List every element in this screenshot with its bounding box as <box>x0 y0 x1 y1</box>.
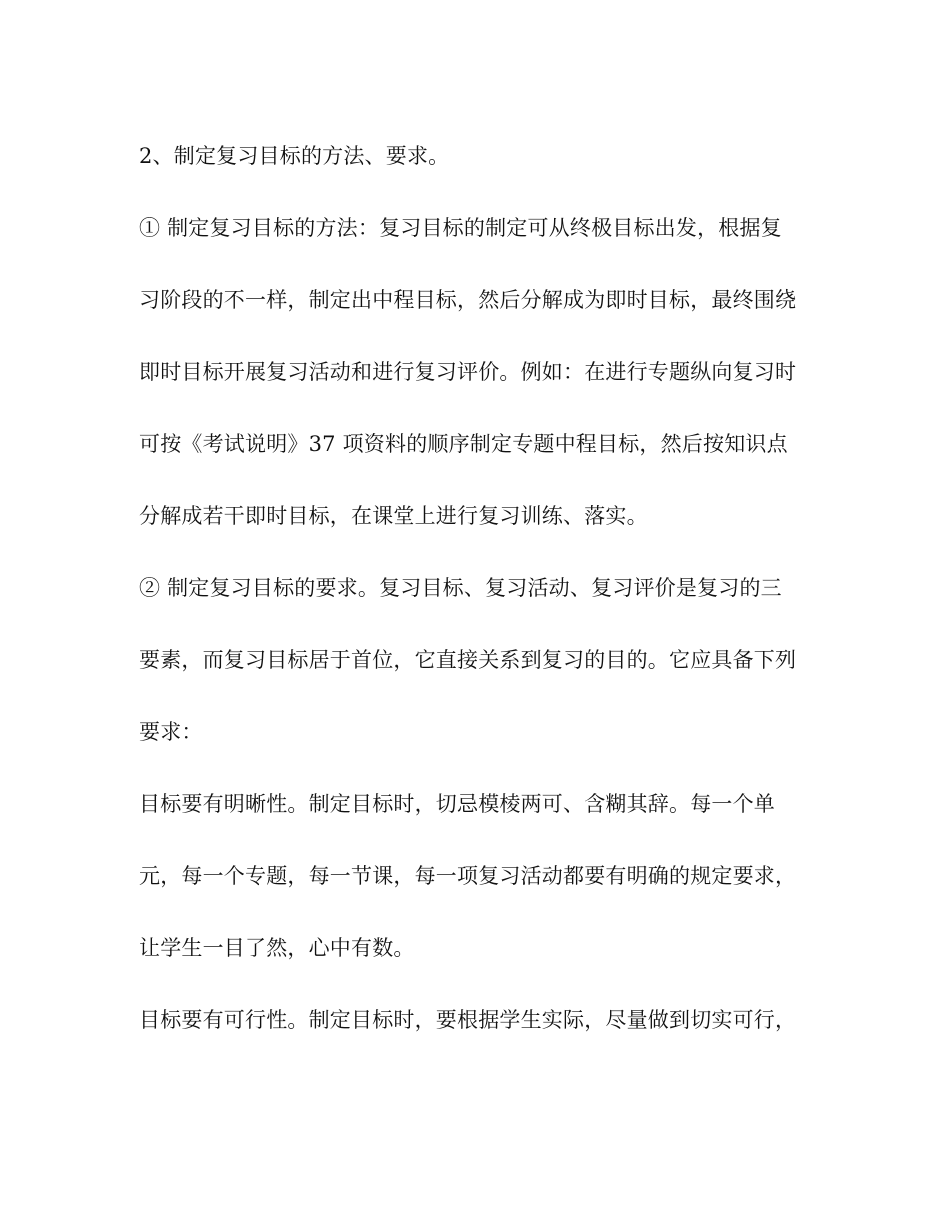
text-line: 习阶段的不一样，制定出中程目标，然后分解成为即时目标，最终围绕 <box>139 288 797 312</box>
text-line: ① 制定复习目标的方法：复习目标的制定可从终极目标出发，根据复 <box>139 216 782 240</box>
text-line: ② 制定复习目标的要求。复习目标、复习活动、复习评价是复习的三 <box>139 576 782 600</box>
text-line: 要素，而复习目标居于首位，它直接关系到复习的目的。它应具备下列 <box>139 648 797 672</box>
text-line: 分解成若干即时目标，在课堂上进行复习训练、落实。 <box>139 504 648 528</box>
text-line: 目标要有可行性。制定目标时，要根据学生实际，尽量做到切实可行， <box>139 1008 797 1032</box>
text-line: 2、制定复习目标的方法、要求。 <box>139 144 450 168</box>
text-line: 元，每一个专题，每一节课，每一项复习活动都要有明确的规定要求， <box>139 864 797 888</box>
text-line: 目标要有明晰性。制定目标时，切忌模棱两可、含糊其辞。每一个单 <box>139 792 775 816</box>
text-line: 可按《考试说明》37 项资料的顺序制定专题中程目标，然后按知识点 <box>139 432 788 456</box>
text-line: 让学生一目了然，心中有数。 <box>139 936 415 960</box>
text-line: 即时目标开展复习活动和进行复习评价。例如：在进行专题纵向复习时 <box>139 360 797 384</box>
text-line: 要求： <box>139 720 203 744</box>
